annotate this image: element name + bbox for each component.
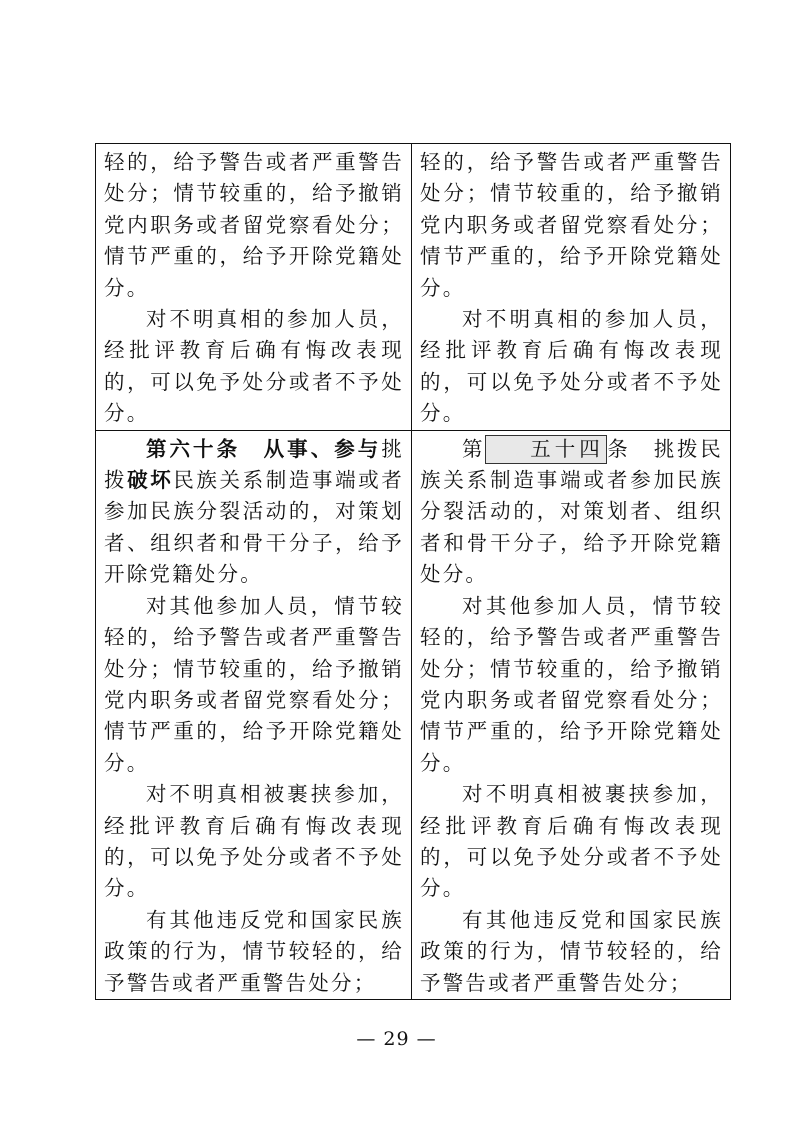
paragraph: 轻的，给予警告或者严重警告处分；情节较重的，给予撤销党内职务或者留党察看处分；情节严重的，给予开除党籍处分。 xyxy=(420,150,723,300)
paragraph: 有其他违反党和国家民族政策的行为，情节较轻的，给予警告或者严重警告处分； xyxy=(420,907,723,995)
article-prefix: 第 xyxy=(462,436,486,461)
paragraph: 对不明真相的参加人员，经批评教育后确有悔改表现的，可以免予处分或者不予处分。 xyxy=(420,307,723,426)
paragraph: 对其他参加人员，情节较轻的，给予警告或者严重警告处分；情节较重的，给予撤销党内职务或者留党察看处分；情节严重的，给予开除党籍处分。 xyxy=(104,593,404,775)
article-number-highlight: 五十四 xyxy=(485,435,607,464)
text: 挑拨民族关系制造事端或者参加民族分裂活动的，对策划者、组织者和骨干分子，给予开除党籍处分。 xyxy=(420,436,723,587)
left-cell xyxy=(96,144,412,431)
paragraph: 有其他违反党和国家民族政策的行为，情节较轻的，给予警告或者严重警告处分； xyxy=(104,907,404,995)
right-cell xyxy=(412,430,731,999)
article-paragraph xyxy=(420,434,723,591)
paragraph: 轻的，给予警告或者严重警告处分；情节较重的，给予撤销党内职务或者留党察看处分；情节严重的，给予开除党籍处分。 xyxy=(104,150,404,300)
article-paragraph xyxy=(104,434,404,591)
table-row xyxy=(96,430,731,999)
table-row xyxy=(96,144,731,431)
page-number: — 29 — xyxy=(356,1028,437,1050)
paragraph: 对其他参加人员，情节较轻的，给予警告或者严重警告处分；情节较重的，给予撤销党内职务或者留党察看处分；情节严重的，给予开除党籍处分。 xyxy=(420,593,723,775)
article-label: 第六十条 xyxy=(146,436,241,461)
paragraph: 对不明真相被裹挟参加，经批评教育后确有悔改表现的，可以免予处分或者不予处分。 xyxy=(104,782,404,901)
text: 民族关系制造事端或者参加民族分裂活动的，对策划者、组织者和骨干分子，给予开除党籍处分。 xyxy=(104,468,404,587)
paragraph: 对不明真相的参加人员，经批评教育后确有悔改表现的，可以免予处分或者不予处分。 xyxy=(104,307,404,426)
article-suffix: 条 xyxy=(606,436,631,461)
comparison-table xyxy=(95,143,731,1000)
paragraph: 对不明真相被裹挟参加，经批评教育后确有悔改表现的，可以免予处分或者不予处分。 xyxy=(420,782,723,901)
left-cell xyxy=(96,430,412,999)
bold-phrase: 从事、参与 xyxy=(262,436,382,461)
right-cell xyxy=(412,144,731,431)
bold-phrase: 破坏 xyxy=(127,468,174,493)
text: 挑拨 xyxy=(104,436,404,493)
